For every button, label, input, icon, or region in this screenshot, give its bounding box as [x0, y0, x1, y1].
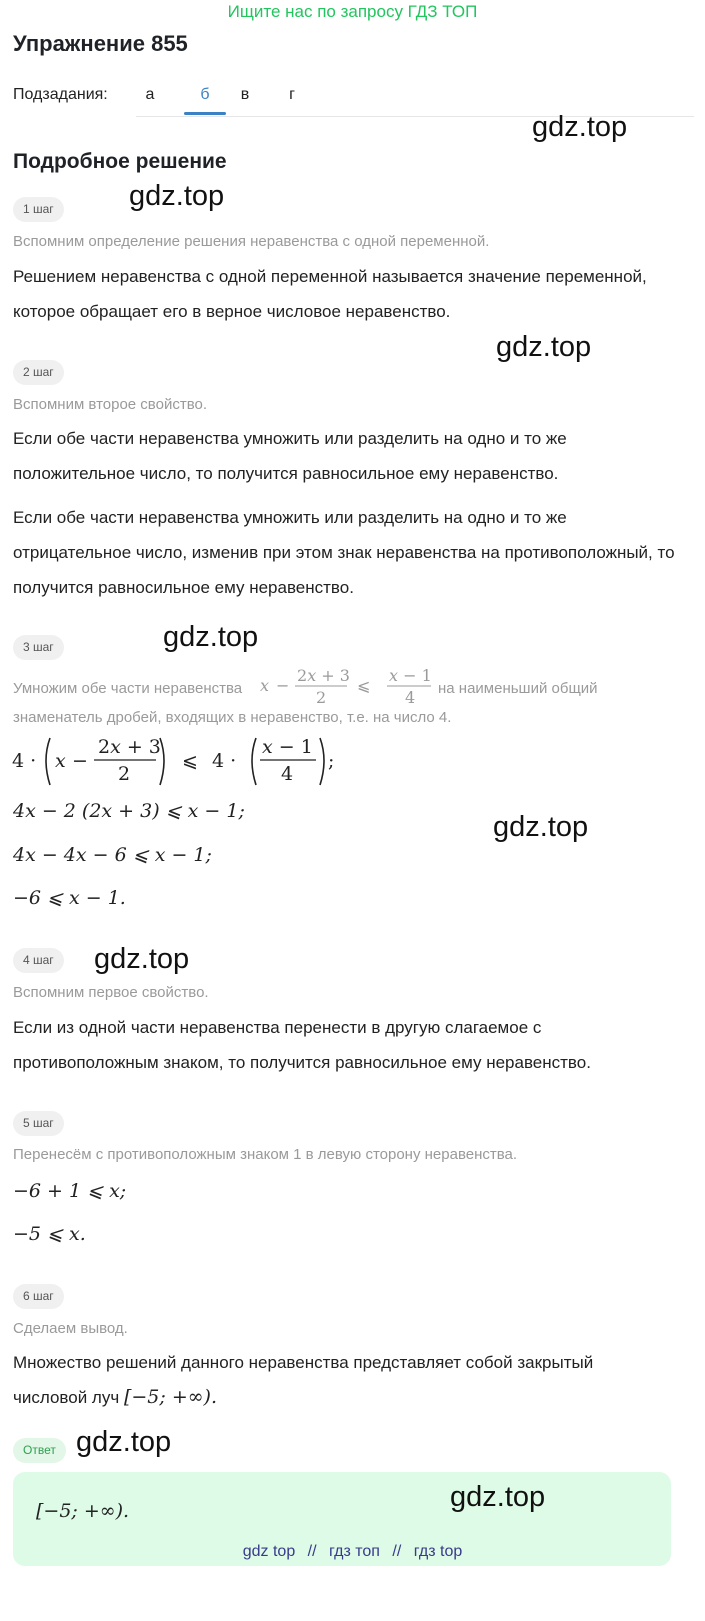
step-badge: 3 шаг	[13, 635, 64, 660]
footer-separator: //	[307, 1543, 317, 1560]
step-badge: 1 шаг	[13, 197, 64, 222]
svg-text:2x + 3: 2x + 3	[98, 736, 161, 758]
step-hint: на наименьший общий	[438, 680, 598, 697]
tab-v[interactable]: в	[240, 86, 250, 103]
interval-math: [−5; +∞).	[123, 1386, 218, 1408]
tab-g[interactable]: г	[289, 86, 295, 103]
equation-line: −6 ⩽ x − 1.	[13, 887, 126, 909]
svg-text:2: 2	[118, 763, 131, 785]
step-text: Если обе части неравенства умножить или разделить на одно и то же положительное число, то получится равносильное ему неравенство.	[13, 429, 567, 483]
step-badge: 2 шаг	[13, 360, 64, 385]
watermark: gdz.top	[129, 180, 225, 212]
step-badge: 4 шаг	[13, 948, 64, 973]
watermark: gdz.top	[450, 1481, 546, 1513]
step-badge: 5 шаг	[13, 1111, 64, 1136]
svg-text:x: x	[260, 676, 270, 695]
svg-text:⩽: ⩽	[357, 676, 371, 695]
step-badge: 6 шаг	[13, 1284, 64, 1309]
watermark: gdz.top	[94, 943, 190, 975]
svg-text:4 ·: 4 ·	[212, 750, 237, 772]
equation-line: 4x − 4x − 6 ⩽ x − 1;	[13, 844, 212, 866]
svg-text:−: −	[276, 676, 290, 695]
step-hint: Вспомним второе свойство.	[13, 396, 208, 413]
equation-main	[10, 730, 340, 792]
svg-text:2x + 3: 2x + 3	[297, 666, 350, 685]
step-text: Если из одной части неравенства перенести в другую слагаемое с противоположным знаком, то получится равносильное ему неравенство.	[13, 1018, 591, 1072]
svg-text:−: −	[72, 750, 88, 772]
equation-line: −5 ⩽ x.	[13, 1223, 86, 1245]
step-hint: знаменатель дробей, входящих в неравенство, т.е. на число 4.	[13, 709, 452, 726]
hint-inequality-formula	[257, 662, 437, 710]
answer-value: [−5; +∞).	[36, 1500, 130, 1522]
footer-links	[0, 1543, 705, 1561]
tab-b[interactable]: б	[200, 86, 210, 103]
step-hint: Умножим обе части неравенства	[13, 680, 243, 697]
svg-text:x − 1: x − 1	[389, 666, 432, 685]
svg-text:4: 4	[281, 763, 294, 785]
equation-line: 4x − 2 (2x + 3) ⩽ x − 1;	[13, 800, 245, 822]
watermark: gdz.top	[532, 111, 628, 143]
search-hint-banner: Ищите нас по запросу ГДЗ ТОП	[227, 2, 478, 21]
step-text	[13, 1380, 217, 1415]
footer-link[interactable]: гдз top	[413, 1543, 463, 1560]
footer-separator: //	[392, 1543, 402, 1560]
watermark: gdz.top	[76, 1426, 172, 1458]
page-title: Упражнение 855	[13, 31, 188, 56]
step-text-tail: числовой луч	[13, 1388, 120, 1407]
active-tab-indicator	[184, 112, 226, 115]
footer-link[interactable]: gdz top	[242, 1543, 296, 1560]
equation-line: −6 + 1 ⩽ x;	[13, 1180, 127, 1202]
step-hint: Перенесём с противоположным знаком 1 в левую сторону неравенства.	[13, 1146, 518, 1163]
watermark: gdz.top	[163, 621, 259, 653]
step-hint: Сделаем вывод.	[13, 1320, 128, 1337]
svg-text:4 ·: 4 ·	[12, 750, 37, 772]
svg-text:⩽: ⩽	[182, 750, 198, 772]
svg-text:2: 2	[316, 688, 327, 707]
footer-link[interactable]: гдз топ	[329, 1543, 380, 1560]
watermark: gdz.top	[493, 811, 589, 843]
step-hint: Вспомним первое свойство.	[13, 984, 209, 1001]
step-hint: Вспомним определение решения неравенства с одной переменной.	[13, 233, 490, 250]
svg-text:x − 1: x − 1	[262, 736, 313, 758]
watermark: gdz.top	[496, 331, 592, 363]
subtasks-label: Подзадания:	[13, 86, 108, 103]
svg-text:x: x	[55, 750, 66, 772]
step-text: Если обе части неравенства умножить или разделить на одно и то же отрицательное число, изменив при этом знак неравенства на противоположный, то получится равносильное ему неравенство.	[13, 508, 675, 597]
svg-text:;: ;	[328, 750, 335, 772]
tab-a[interactable]: а	[145, 86, 155, 103]
step-text: Решением неравенства с одной переменной называется значение переменной, которое обращает его в верное числовое неравенство.	[13, 267, 647, 321]
svg-text:4: 4	[405, 688, 416, 707]
section-title: Подробное решение	[13, 150, 227, 173]
answer-badge: Ответ	[13, 1438, 66, 1463]
step-text: Множество решений данного неравенства представляет собой закрытый	[13, 1353, 594, 1372]
